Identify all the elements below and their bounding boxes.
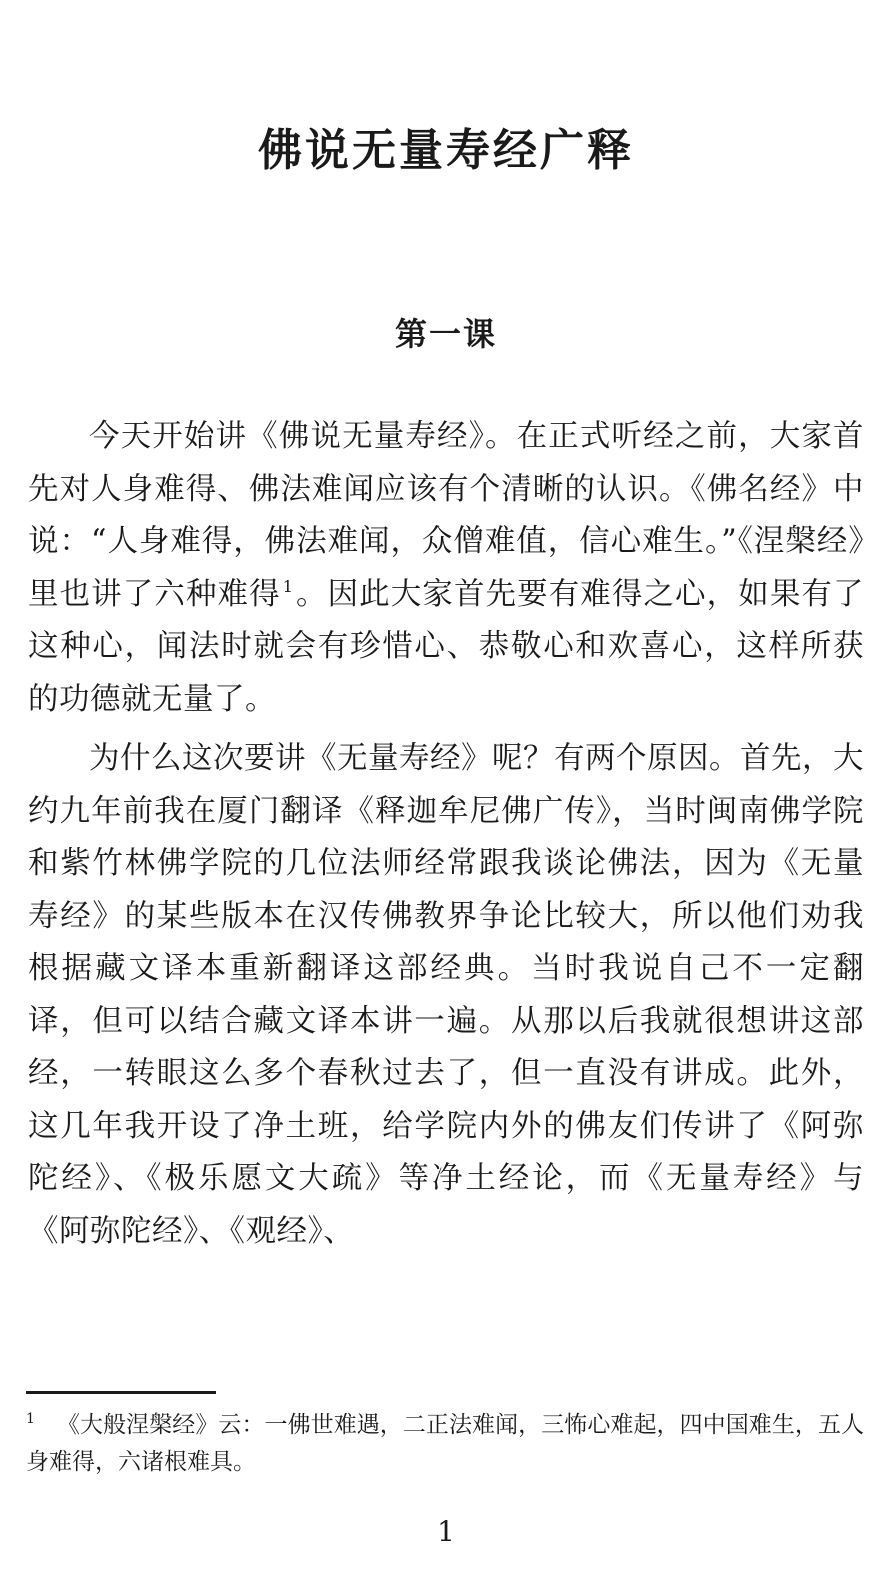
- page-number: 1: [437, 1515, 455, 1548]
- paragraph-1-text-after-ref: 。因此大家首先要有难得之心，如果有了这种心，闻法时就会有珍惜心、恭敬心和欢喜心，这样所获的功德就无量了。: [28, 576, 865, 717]
- paragraph-1-text-before-ref: 今天开始讲《佛说无量寿经》。在正式听经之前，大家首先对人身难得、佛法难闻应该有个清晰的认识。《佛名经》中说：“人身难得，佛法难闻，众僧难值，信心难生。”《涅槃经》里也讲了六种难得: [28, 419, 864, 612]
- paragraph-2: 为什么这次要讲《无量寿经》呢？有两个原因。首先，大约九年前我在厦门翻译《释迦牟尼佛广传》，当时闽南佛学院和紫竹林佛学院的几位法师经常跟我谈论佛法，因为《无量寿经》的某些版本在汉传佛教界争论比较大，所以他们劝我根据藏文译本重新翻译这部经典。当时我说自己不一定翻译，但可以结合藏文译本讲一遍。从那以后我就很想讲这部经，一转眼这么多个春秋过去了，但一直没有讲成。此外，这几年我开设了净土班，给学院内外的佛友们传讲了《阿弥陀经》、《极乐愿文大疏》等净土经论，而《无量寿经》与《阿弥陀经》、《观经》、: [28, 741, 864, 1249]
- footnote-text: 《大般涅槃经》云：一佛世难遇，二正法难闻，三怖心难起，四中国难生，五人身难得，六诸根难具。: [26, 1412, 864, 1475]
- footnote-divider: [26, 1391, 216, 1394]
- footnote-mark: 1: [26, 1411, 35, 1428]
- lesson-title: 第一课: [394, 315, 497, 353]
- book-title: 佛说无量寿经广释: [258, 125, 634, 176]
- footnote-reference[interactable]: 1: [282, 577, 294, 597]
- paragraph-1: [28, 411, 864, 726]
- body-text: [28, 411, 864, 1258]
- footnote: [26, 1407, 864, 1481]
